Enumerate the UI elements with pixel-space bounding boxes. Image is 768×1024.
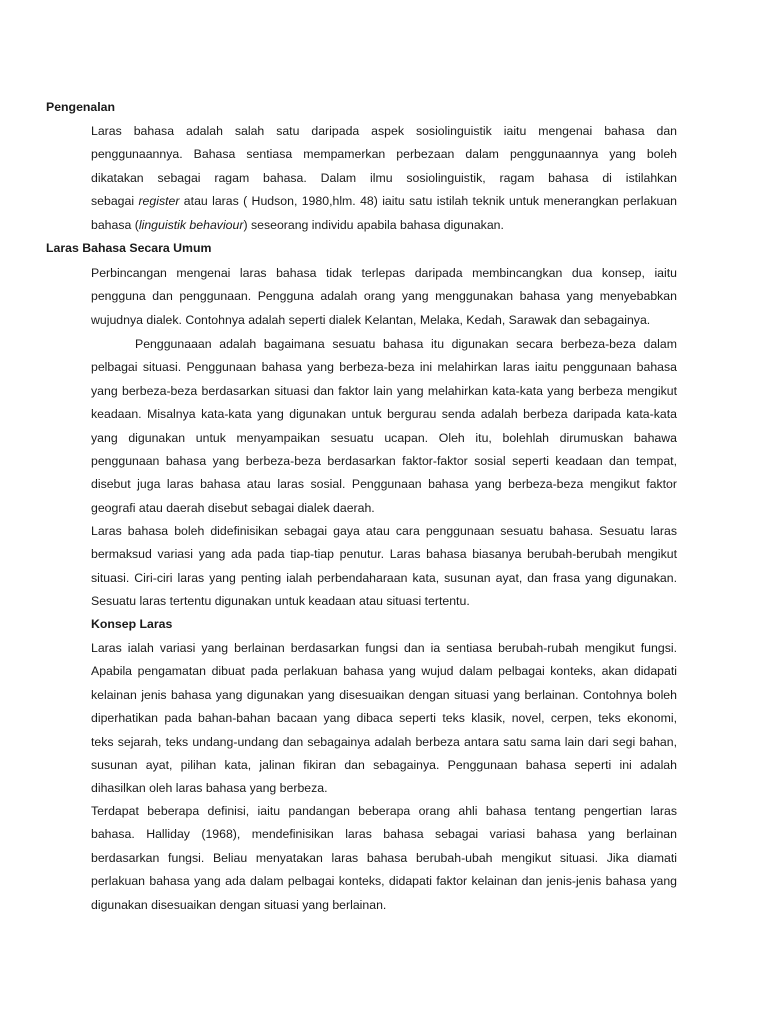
text-line: Laras ialah variasi yang berlainan berdasarkan fungsi dan ia sentiasa berubah-rubah mengikut fungsi.	[91, 641, 677, 655]
text-line: teks sejarah, teks undang-undang dan sebagainya adalah berbeza antara satu sama lain dari segi bahan,	[91, 734, 677, 749]
paragraph-definisi-laras	[91, 520, 677, 614]
paragraph-pengenalan	[91, 120, 677, 237]
text-line: yang digunakan untuk menyampaikan sesuatu ucapan. Oleh itu, bolehlah dirumuskan bahawa	[91, 430, 677, 445]
text-line: Penggunaaan adalah bagaimana sesuatu bahasa itu digunakan secara berbeza-beza dalam	[135, 337, 677, 351]
text-line	[91, 214, 677, 237]
text-line: perlakuan bahasa yang ada dalam pelbagai konteks, didapati faktor kelainan dan jenis-jenis bahasa yang	[91, 874, 677, 889]
text-fragment: atau laras ( Hudson, 1980,hlm. 48) iaitu satu istilah teknik untuk menerangkan perlakuan	[179, 194, 677, 209]
text-line: yang berbeza-beza berdasarkan situasi dan faktor lain yang melahirkan kata-kata yang berbeza mengikut	[91, 383, 677, 398]
text-line: wujudnya dialek. Contohnya adalah seperti dialek Kelantan, Melaka, Kedah, Sarawak dan sebagainya.	[91, 312, 651, 327]
text-line: susunan ayat, pilihan kata, jalinan fikiran dan sebagainya. Penggunaan bahasa seperti ini adalah	[91, 758, 677, 773]
text-line: penggunaannya. Bahasa sentiasa mempamerkan perbezaan dalam penggunaannya yang boleh	[91, 147, 677, 162]
text-line: bermaksud variasi yang ada pada tiap-tiap penutur. Laras bahasa biasanya berubah-berubah mengikut	[91, 547, 677, 562]
text-line: situasi. Ciri-ciri laras yang penting ialah perbendaharaan kata, susunan ayat, dan frasa yang digunakan.	[91, 570, 677, 585]
text-line: penggunaan bahasa yang berbeza-beza berdasarkan faktor-faktor sosial seperti keadaan dan tempat,	[91, 454, 677, 469]
text-line: pengguna dan penggunaan. Pengguna adalah orang yang menggunakan bahasa yang menyebabkan	[91, 289, 677, 304]
paragraph-penggunaan	[91, 333, 677, 520]
italic-term: register	[138, 194, 180, 209]
text-line: Sesuatu laras tertentu digunakan untuk keadaan atau situasi tertentu.	[91, 594, 470, 609]
text-line: digunakan disesuaikan dengan situasi yang berlainan.	[91, 897, 387, 912]
text-line: pelbagai situasi. Penggunaan bahasa yang berbeza-beza ini melahirkan laras iaitu penggunaan bahasa	[91, 360, 677, 375]
text-line: Apabila pengamatan dibuat pada perlakuan bahasa yang wujud dalam pelbagai konteks, akan didapati	[91, 664, 677, 679]
text-fragment: ) seseorang individu apabila bahasa digunakan.	[243, 217, 504, 232]
heading-pengenalan: Pengenalan	[46, 100, 116, 114]
italic-term: linguistik behaviour	[138, 217, 244, 232]
text-line: dihasilkan oleh laras bahasa yang berbeza.	[91, 781, 328, 796]
text-line: geografi atau daerah disebut sebagai dialek daerah.	[91, 500, 375, 515]
text-line: Laras bahasa adalah salah satu daripada aspek sosiolinguistik iaitu mengenai bahasa dan	[91, 124, 677, 138]
text-line: Terdapat beberapa definisi, iaitu pandangan beberapa orang ahli bahasa tentang pengertian laras	[91, 804, 677, 818]
text-line: disebut juga laras bahasa atau laras sosial. Penggunaan bahasa yang berbeza-beza mengikut faktor	[91, 477, 677, 492]
paragraph-perbincangan	[91, 262, 677, 332]
text-line: keadaan. Misalnya kata-kata yang digunakan untuk bergurau senda adalah berbeza daripada kata-kata	[91, 407, 677, 422]
paragraph-halliday	[91, 800, 677, 917]
text-line: berdasarkan fungsi. Beliau menyatakan laras bahasa berubah-ubah mengikut situasi. Jika diamati	[91, 850, 677, 865]
heading-laras-bahasa-secara-umum: Laras Bahasa Secara Umum	[46, 241, 212, 255]
text-line: Perbincangan mengenai laras bahasa tidak terlepas daripada membincangkan dua konsep, iaitu	[91, 266, 677, 280]
text-line: dikatakan sebagai ragam bahasa. Dalam ilmu sosiolinguistik, ragam bahasa di istilahkan	[91, 170, 677, 185]
heading-konsep-laras: Konsep Laras	[91, 617, 173, 631]
text-line	[91, 190, 677, 213]
text-line: diperhatikan pada bahan-bahan bacaan yang dibaca seperti teks klasik, novel, cerpen, teks ekonomi,	[91, 711, 677, 726]
text-line: bahasa. Halliday (1968), mendefinisikan laras bahasa sebagai variasi bahasa yang berlainan	[91, 827, 677, 842]
text-fragment: sebagai	[91, 194, 139, 209]
text-fragment: bahasa (	[91, 217, 139, 232]
text-line: Laras bahasa boleh didefinisikan sebagai gaya atau cara penggunaan sesuatu bahasa. Sesuatu laras	[91, 524, 677, 538]
paragraph-konsep	[91, 637, 677, 801]
text-line: kelainan jenis bahasa yang digunakan yang disesuaikan dengan situasi yang berlainan. Contohnya boleh	[91, 687, 677, 702]
